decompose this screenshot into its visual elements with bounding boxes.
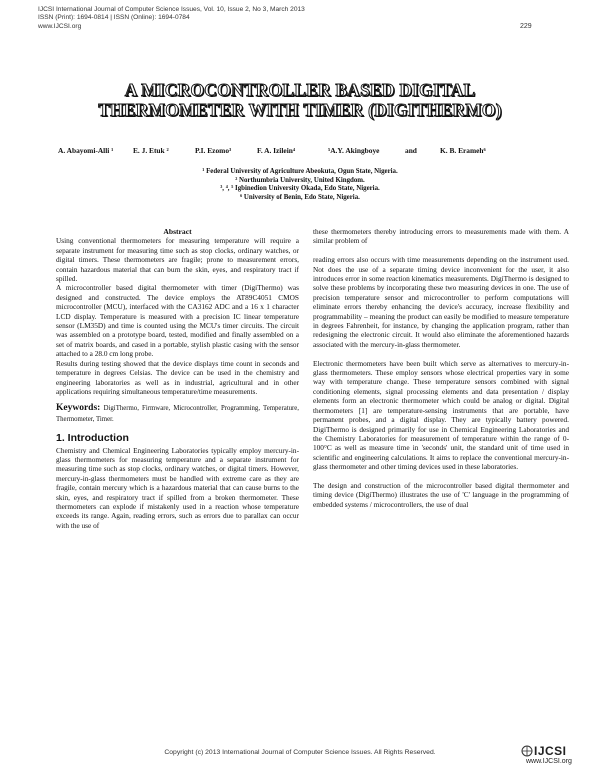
logo-domain: www.IJCSI.org xyxy=(526,758,572,765)
keywords xyxy=(56,403,299,424)
author-5: ⁵A.Y. Akingboye xyxy=(328,146,380,155)
journal-line: IJCSI International Journal of Computer Science Issues, Vol. 10, Issue 2, No 3, March 2013 xyxy=(38,6,305,13)
introduction-para-1: Chemistry and Chemical Engineering Laboratories typically employ mercury-in-glass thermometers for measuring temperature and a separate instrument for measuring time such as stop clocks, ordinary watches, or digital timers. However, mercury-in-glass thermometers must be handled with extreme care as they are fragile, contain mercury which is a hazardous material that can cause burns to the skin, eyes, and respiratory tract if spilled from a broken thermometer. These thermometers can explode if mistakenly used in a reaction whose temperature exceeds its range. Again, reading errors, such as errors due to parallax can occur with the use of xyxy=(56,445,299,530)
copyright-footer: Copyright (c) 2013 International Journal of Computer Science Issues. All Rights Reserved. xyxy=(164,749,436,756)
right-para-1: these thermometers thereby introducing errors to measurements made with them. A similar problem of xyxy=(313,227,569,246)
left-column xyxy=(56,227,299,530)
title-line-2: THERMOMETER WITH TIMER (DIGITHERMO) xyxy=(98,100,502,120)
abstract-para-2: A microcontroller based digital thermometer with timer (DigiThermo) was designed and constructed. The device employs the AT89C4051 CMOS microcontroller (MCU), interfaced with the CA3162 ADC and a 16 x 1 character LCD display. Temperature is measured with a precision IC linear temperature sensor (LM35D) and time is counted using the MCU's timer circuits. The circuit was assembled on a prototype board, tested, modified and finally assembled on a set of matrix boards, and cased in a portable, stylish plastic casing with the sensor attached to a 28.0 cm long probe. xyxy=(56,283,299,359)
abstract-para-3: Results during testing showed that the device displays time count in seconds and temperature in degrees Celsias. The device can be used in the chemistry and engineering laboratories as well as in industrial, agricultural and in other applications requiring simultaneous temperature/time measurements. xyxy=(56,358,299,396)
issn-line: ISSN (Print): 1694-0814 | ISSN (Online): 1694-0784 xyxy=(38,14,190,22)
right-para-4: The design and construction of the microcontroller based digital thermometer and timing device (DigiThermo) illustrates the use of 'C' language in the programming of embedded systems / microcontrollers, the use of dual xyxy=(313,480,569,509)
author-2: E. J. Etuk ² xyxy=(133,146,169,155)
introduction-heading: 1. Introduction xyxy=(56,432,129,445)
keywords-text: DigiThermo, Firmware, Microcontroller, Programming, Temperature, Thermometer, Timer. xyxy=(56,405,299,423)
journal-header xyxy=(38,6,305,31)
abstract-heading: Abstract xyxy=(163,227,192,236)
affiliation-2: ² Northumbria University, United Kingdom. xyxy=(235,176,365,184)
paper-title xyxy=(60,80,540,120)
title-line-1: A MICROCONTROLLER BASED DIGITAL xyxy=(124,80,476,100)
affiliations xyxy=(150,168,450,202)
affiliation-1: ¹ Federal University of Agriculture Abeokuta, Ogun State, Nigeria. xyxy=(202,168,398,175)
author-6: K. B. Erameh⁶ xyxy=(440,146,486,155)
keywords-label: Keywords: xyxy=(56,403,101,414)
ijcsi-logo xyxy=(520,744,576,770)
page-number: 229 xyxy=(520,23,532,30)
author-and: and xyxy=(405,146,417,155)
right-para-2: reading errors also occurs with time measurements depending on the instrument used. Not does the use of a separate timing device inconvenient for the user, it also introduces error in some reaction kinematics measurements. DigiThermo is designed to solve these problems by incorporating these two measuring devices in one. The use of precision temperature sensor and microcontroller to perform computations will eliminate errors thereby enhancing the device's accuracy, increase flexibility and programmability – meaning the product can easily be modified to measure temperature in degrees Fahrenheit, for instance, by changing the application program, rather than redesigning the electronic circuit. It would also eliminate the aforementioned hazards associated with the mercury-in-glass thermometer. xyxy=(313,255,569,349)
author-1: A. Abayomi-Alli ¹ xyxy=(58,146,114,155)
logo-mark: IJCSI xyxy=(534,744,567,758)
logo-emblem-icon xyxy=(520,744,534,758)
author-3: P.I. Ezomo³ xyxy=(195,146,232,155)
right-para-3: Electronic thermometers have been built which serve as alternatives to mercury-in-glass thermometers. These employ sensors whose electrical properties vary in some way with temperature change. These temperature sensors combined with signal conditioning elements, signal processing elements and data presentation / display elements form an electronic thermometer which could be analog or digital. Digital thermometers [1] are temperature-sensing instruments that are portable, have permanent probes, and a digital display. They are typically battery powered. DigiThermo is designed primarily for use in Chemical Engineering Laboratories and the Chemistry Laboratories for measurement of temperature within the range of 0-100°C as well as measure time in 'seconds' unit, the standard unit of time used in scientific and engineering calculations. It aims to replace the conventional mercury-in-glass thermometer and other timing devices used in these laboratories. xyxy=(313,358,569,472)
author-4: F. A. Izilein⁴ xyxy=(257,146,296,155)
affiliation-3: ³, ⁴, ⁵ Igbinedion University Okada, Edo State, Nigeria. xyxy=(220,185,380,193)
abstract-para-1: Using conventional thermometers for measuring temperature will require a separate instrument for measuring time such as stop clocks, ordinary watches, or digital timers. These thermometers are fragile; prone to measurement errors, contain hazardous material that can burn the skin, eyes, and respiratory tract if spilled. xyxy=(56,236,299,284)
website-link[interactable]: www.IJCSI.org xyxy=(38,22,82,30)
affiliation-4: ⁶ University of Benin, Edo State, Nigeria. xyxy=(240,193,360,201)
right-column xyxy=(313,227,569,509)
